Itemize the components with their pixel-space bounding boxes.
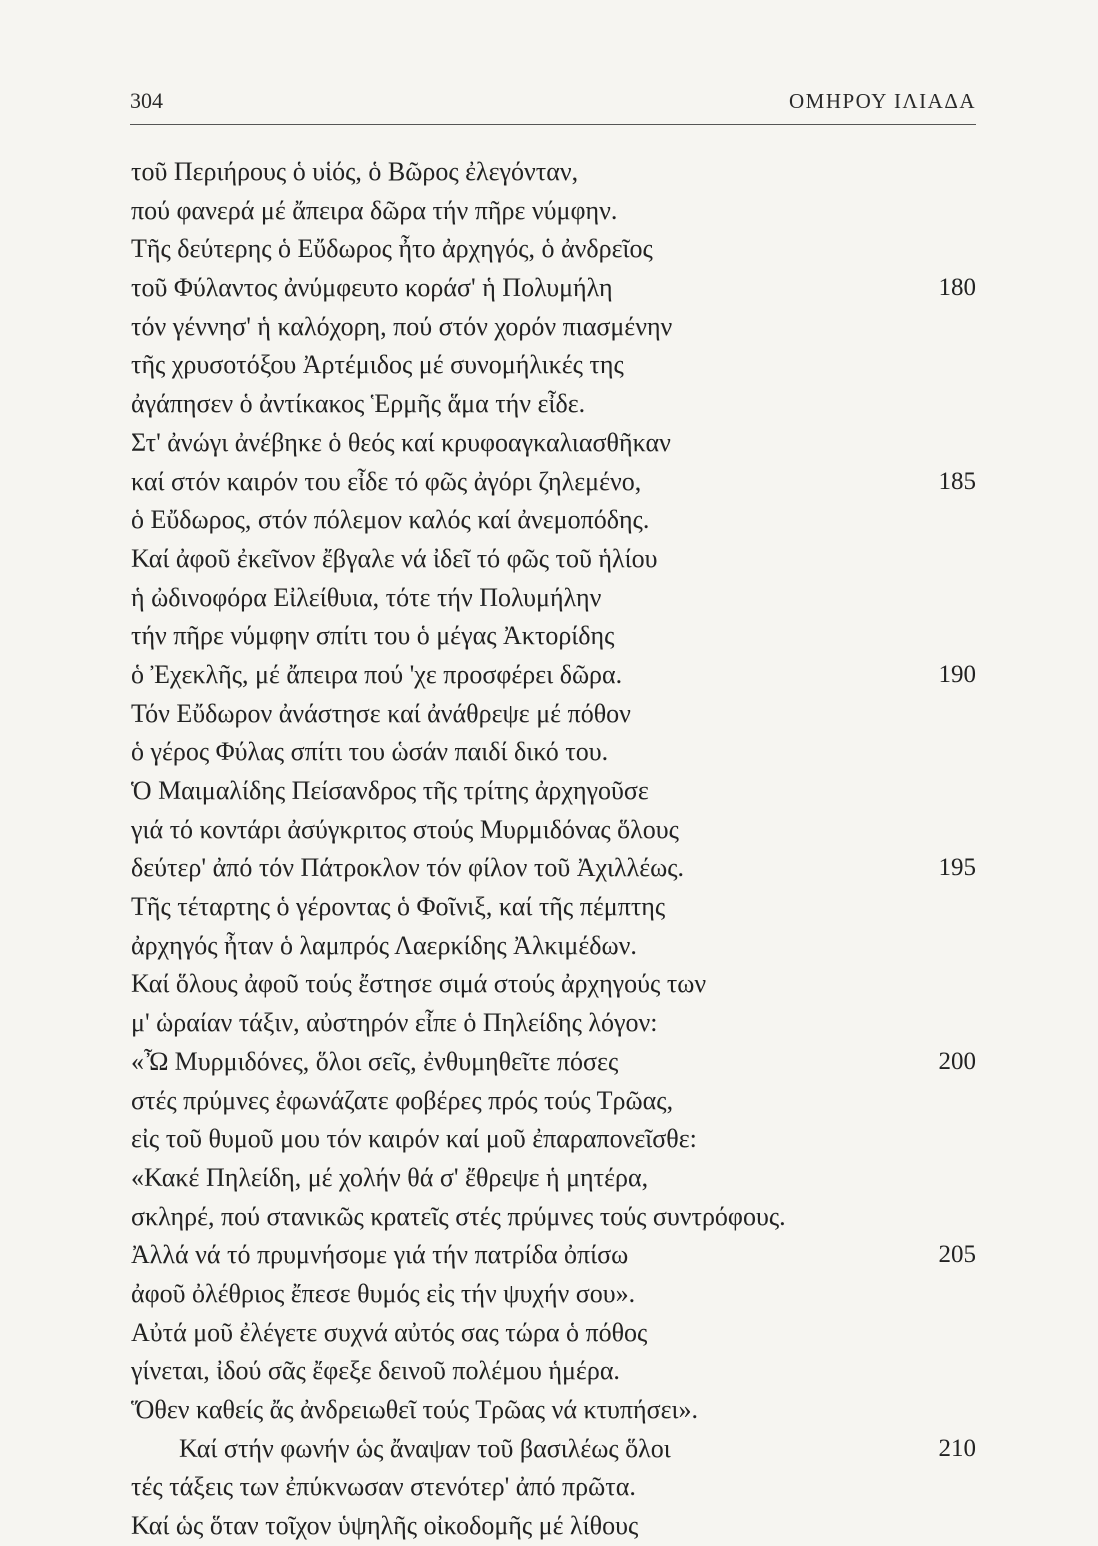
verse-text: ἡ ὠδινοφόρα Εἰλείθυια, τότε τήν Πολυμήλην — [131, 582, 602, 612]
verse-line — [131, 1004, 976, 1043]
verse-line — [131, 579, 976, 618]
verse-line — [131, 1236, 976, 1275]
verse-line — [131, 1159, 976, 1198]
verse-text: τήν πῆρε νύμφην σπίτι του ὁ μέγας Ἀκτορίδης — [131, 621, 615, 651]
verse-text: Καί ὅλους ἀφοῦ τούς ἔστησε σιμά στούς ἀρχηγούς των — [131, 969, 707, 999]
verse-line — [131, 1352, 976, 1391]
verse-line — [131, 965, 976, 1004]
verse-text: δεύτερ' ἀπό τόν Πάτροκλον τόν φίλον τοῦ Ἀχιλλέως. — [131, 853, 685, 883]
header-rule — [130, 124, 976, 125]
verse-line — [131, 192, 976, 231]
verse-text: Καί στήν φωνήν ὡς ἄναψαν τοῦ βασιλέως ὅλοι — [179, 1433, 671, 1463]
line-number: 180 — [938, 274, 976, 302]
verse-text: καί στόν καιρόν του εἶδε τό φῶς ἀγόρι ζηλεμένο, — [131, 466, 642, 496]
verse-text: εἰς τοῦ θυμοῦ μου τόν καιρόν καί μοῦ ἐπαραπονεῖσθε: — [131, 1124, 697, 1154]
verse-line — [131, 1391, 976, 1430]
verse-line — [131, 927, 976, 966]
verse-text: Καί ὡς ὅταν τοῖχον ὑψηλῆς οἰκοδομῆς μέ λίθους — [131, 1511, 639, 1541]
verse-text: ἀφοῦ ὀλέθριος ἔπεσε θυμός εἰς τήν ψυχήν σου». — [131, 1278, 636, 1308]
verse-text: Ἀλλά νά τό πρυμνήσομε γιά τήν πατρίδα ὀπίσω — [131, 1240, 629, 1270]
line-number: 205 — [938, 1241, 976, 1269]
verse-text: πού φανερά μέ ἄπειρα δῶρα τήν πῆρε νύμφην. — [131, 195, 618, 225]
verse-line — [131, 617, 976, 656]
verse-text: ὁ γέρος Φύλας σπίτι του ὡσάν παιδί δικό του. — [131, 737, 609, 767]
verse-text: Τόν Εὔδωρον ἀνάστησε καί ἀνάθρεψε μέ πόθον — [131, 698, 631, 728]
verse-line — [131, 346, 976, 385]
verse-text: Αὐτά μοῦ ἐλέγετε συχνά αὐτός σας τώρα ὁ πόθος — [131, 1317, 648, 1347]
verse-text: σκληρέ, πού στανικῶς κρατεῖς στές πρύμνες τούς συντρόφους. — [131, 1201, 786, 1231]
verse-text: «Ὦ Μυρμιδόνες, ὅλοι σεῖς, ἐνθυμηθεῖτε πόσες — [131, 1046, 619, 1076]
verse-line — [131, 1198, 976, 1237]
verse-text: ὁ Εὔδωρος, στόν πόλεμον καλός καί ἀνεμοπόδης. — [131, 505, 650, 535]
verse-text: τῆς χρυσοτόξου Ἀρτέμιδος μέ συνομήλικές της — [131, 350, 624, 380]
verse-text: ὁ Ἐχεκλῆς, μέ ἄπειρα πού 'χε προσφέρει δῶρα. — [131, 659, 623, 689]
verse-line — [131, 1468, 976, 1507]
verse-line — [131, 811, 976, 850]
verse-text: ἀρχηγός ἦταν ὁ λαμπρός Λαερκίδης Ἀλκιμέδων. — [131, 930, 637, 960]
verse-line — [131, 230, 976, 269]
verse-text: τόν γέννησ' ἡ καλόχορη, πού στόν χορόν πιασμένην — [131, 311, 673, 341]
verse-line — [131, 1507, 976, 1546]
verse-line — [131, 849, 976, 888]
verse-text: μ' ὡραίαν τάξιν, αὐστηρόν εἶπε ὁ Πηλείδης λόγον: — [131, 1008, 658, 1038]
verse-line — [131, 1275, 976, 1314]
running-title: ΟΜΗΡΟΥ ΙΛΙΑΔΑ — [789, 89, 976, 113]
verse-line — [131, 424, 976, 463]
verse-text: ἀγάπησεν ὁ ἀντίκακος Ἑρμῆς ἅμα τήν εἶδε. — [131, 389, 586, 419]
verse-line — [131, 772, 976, 811]
verse-line — [131, 385, 976, 424]
verse-text: Ὁ Μαιμαλίδης Πείσανδρος τῆς τρίτης ἀρχηγοῦσε — [131, 776, 649, 805]
verse-text: τοῦ Φύλαντος ἀνύμφευτο κοράσ' ἡ Πολυμήλη — [131, 273, 613, 303]
verse-line — [131, 1082, 976, 1121]
line-number: 210 — [938, 1434, 976, 1462]
verse-text: τοῦ Περιήρους ὁ υἱός, ὁ Βῶρος ἐλεγόνταν, — [131, 157, 579, 186]
line-number: 195 — [938, 854, 976, 882]
verse-line — [131, 888, 976, 927]
verse-text: στές πρύμνες ἐφωνάζατε φοβέρες πρός τούς Τρῶας, — [131, 1085, 674, 1115]
verse-text: γίνεται, ἰδού σᾶς ἔφεξε δεινοῦ πολέμου ἡμέρα. — [131, 1356, 620, 1386]
verse-line — [131, 656, 976, 695]
verse-line — [131, 540, 976, 579]
verse-line — [131, 501, 976, 540]
verse-text: Τῆς δεύτερης ὁ Εὔδωρος ἦτο ἀρχηγός, ὁ ἀνδρεῖος — [131, 234, 653, 264]
verse-line — [131, 269, 976, 308]
running-head — [130, 88, 976, 114]
verse-line — [131, 1430, 976, 1469]
verse-text: τές τάξεις των ἐπύκνωσαν στενότερ' ἀπό πρῶτα. — [131, 1472, 636, 1502]
verse-line — [131, 733, 976, 772]
line-number: 185 — [938, 467, 976, 495]
verse-text: Καί ἀφοῦ ἐκεῖνον ἔβγαλε νά ἰδεῖ τό φῶς τοῦ ἡλίου — [131, 543, 658, 573]
line-number: 200 — [938, 1047, 976, 1075]
verse-line — [131, 463, 976, 502]
verse-line — [131, 153, 976, 192]
line-number: 190 — [938, 660, 976, 688]
verse-line — [131, 308, 976, 347]
verse-line — [131, 1043, 976, 1082]
verse-text: Ὅθεν καθείς ἄς ἀνδρειωθεῖ τούς Τρῶας νά κτυπήσει». — [131, 1395, 699, 1424]
verse-block — [131, 153, 976, 1546]
verse-text: Τῆς τέταρτης ὁ γέροντας ὁ Φοῖνιξ, καί τῆς πέμπτης — [131, 892, 666, 922]
verse-line — [131, 695, 976, 734]
verse-line — [131, 1314, 976, 1353]
verse-line — [131, 1120, 976, 1159]
page-number: 304 — [130, 88, 163, 113]
verse-text: Στ' ἀνώγι ἀνέβηκε ὁ θεός καί κρυφοαγκαλιασθῆκαν — [131, 427, 671, 457]
verse-text: γιά τό κοντάρι ἀσύγκριτος στούς Μυρμιδόνας ὅλους — [131, 814, 679, 844]
verse-text: «Κακέ Πηλείδη, μέ χολήν θά σ' ἔθρεψε ἡ μητέρα, — [131, 1162, 649, 1192]
